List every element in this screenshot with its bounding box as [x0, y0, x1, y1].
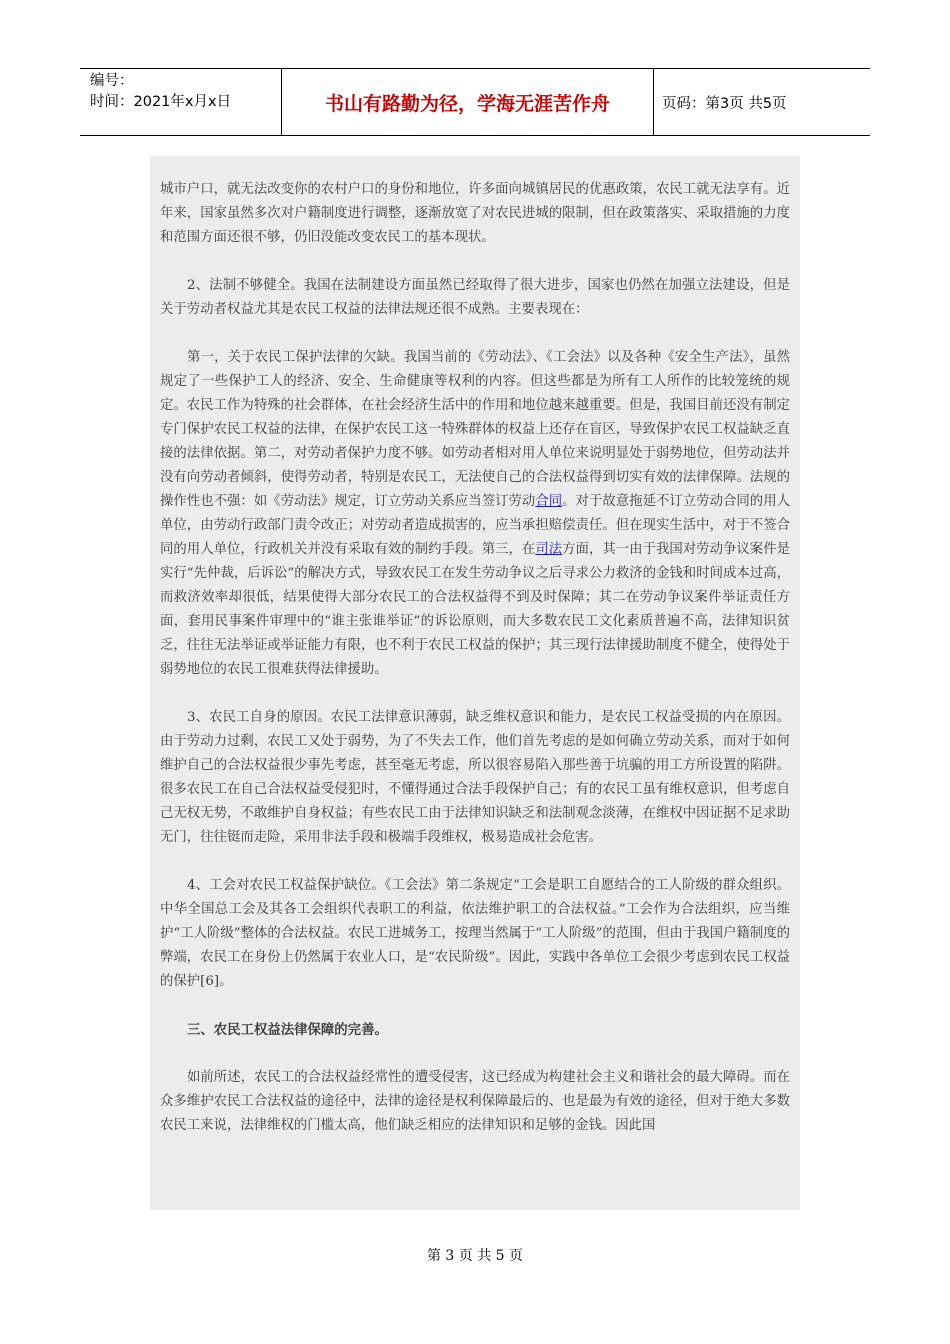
judiciary-link[interactable]: 司法	[535, 542, 563, 557]
header-motto: 书山有路勤为径，学海无涯苦作舟	[282, 69, 654, 135]
page-header	[80, 68, 870, 136]
section-title: 三、农民工权益法律保障的完善。	[187, 1022, 388, 1038]
document-number-label: 编号：	[90, 73, 134, 89]
header-page-label: 页码：第3页 共5页	[662, 95, 787, 112]
paragraph-5: 4、工会对农民工权益保护缺位。《工会法》第二条规定“工会是职工自愿结合的工人阶级的群众组织。中华全国总工会及其各工会组织代表职工的利益，依法维护职工的合法权益。”工会作为合法组织，应当维护“工人阶级”整体的合法权益。农民工进城务工，按理当然属于“工人阶级”的范围，但由于我国户籍制度的弊端，农民工在身份上仍然属于农业人口，是“农民阶级”。因此，实践中各单位工会很少考虑到农民工权益的保护[6]。	[160, 878, 790, 989]
paragraph-3-text-c: 方面，其一由于我国对劳动争议案件是实行“先仲裁，后诉讼”的解决方式，导致农民工在发生劳动争议之后寻求公力救济的金钱和时间成本过高，而救济效率却很低，结果使得大部分农民工的合法权益得不到及时保障；其二在劳动争议案件举证责任方面，套用民事案件审理中的“谁主张谁举证”的诉讼原则，而大多数农民工文化素质普遍不高，法律知识贫乏，往往无法举证或举证能力有限，也不利于农民工权益的保护；其三现行法律援助制度不健全，使得处于弱势地位的农民工很难获得法律援助。	[160, 542, 791, 677]
document-body	[150, 156, 800, 1210]
paragraph-3-text-a: 第一，关于农民工保护法律的欠缺。我国当前的《劳动法》、《工会法》以及各种《安全生产法》，虽然规定了一些保护工人的经济、安全、生命健康等权利的内容。但这些都是为所有工人所作的比较笼统的规定。农民工作为特殊的社会群体，在社会经济生活中的作用和地位越来越重要。但是，我国目前还没有制定专门保护农民工权益的法律，在保护农民工这一特殊群体的权益上还存在盲区，导致保护农民工权益缺乏直接的法律依据。第二，对劳动者保护力度不够。如劳动者相对用人单位来说明显处于弱势地位，但劳动法并没有向劳动者倾斜，使得劳动者，特别是农民工，无法使自己的合法权益得到切实有效的法律保障。法规的操作性也不强：如《劳动法》规定，订立劳动关系应当签订劳动	[160, 350, 790, 509]
document-date-label: 时间：2021年x月x日	[90, 94, 232, 110]
paragraph-3	[160, 346, 790, 682]
contract-link[interactable]: 合同	[535, 494, 563, 509]
header-meta	[80, 69, 282, 135]
paragraph-2: 2、法制不够健全。我国在法制建设方面虽然已经取得了很大进步，国家也仍然在加强立法建设，但是关于劳动者权益尤其是农民工权益的法律法规还很不成熟。主要表现在：	[160, 278, 790, 317]
paragraph-4: 3、农民工自身的原因。农民工法律意识薄弱，缺乏维权意识和能力，是农民工权益受损的内在原因。由于劳动力过剩，农民工又处于弱势，为了不失去工作，他们首先考虑的是如何确立劳动关系，而对于如何维护自己的合法权益很少事先考虑，甚至毫无考虑，所以很容易陷入那些善于坑骗的用工方所设置的陷阱。很多农民工在自己合法权益受侵犯时，不懂得通过合法手段保护自己；有的农民工虽有维权意识，但考虑自己无权无势，不敢维护自身权益；有些农民工由于法律知识缺乏和法制观念淡薄，在维权中因证据不足求助无门，往往铤而走险，采用非法手段和极端手段维权，极易造成社会危害。	[160, 710, 790, 845]
paragraph-1: 城市户口，就无法改变你的农村户口的身份和地位，许多面向城镇居民的优惠政策，农民工就无法享有。近年来，国家虽然多次对户籍制度进行调整，逐渐放宽了对农民进城的限制，但在政策落实、采取措施的力度和范围方面还很不够，仍旧没能改变农民工的基本现状。	[160, 182, 790, 245]
paragraph-6: 如前所述，农民工的合法权益经常性的遭受侵害，这已经成为构建社会主义和谐社会的最大障碍。而在众多维护农民工合法权益的途径中，法律的途径是权利保障最后的、也是最为有效的途径，但对于绝大多数农民工来说，法律维权的门槛太高，他们缺乏相应的法律知识和足够的金钱。因此国	[160, 1070, 790, 1133]
page-footer: 第 3 页 共 5 页	[426, 1248, 524, 1264]
paragraph-3-text-b: 。对于故意拖延不订立劳动合同的用人单位，由劳动行政部门责令改正；对劳动者造成损害的，应当承担赔偿责任。但在现实生活中，对于不签合同的用人单位，行政机关并没有采取有效的制约手段。第三，在	[160, 494, 791, 557]
